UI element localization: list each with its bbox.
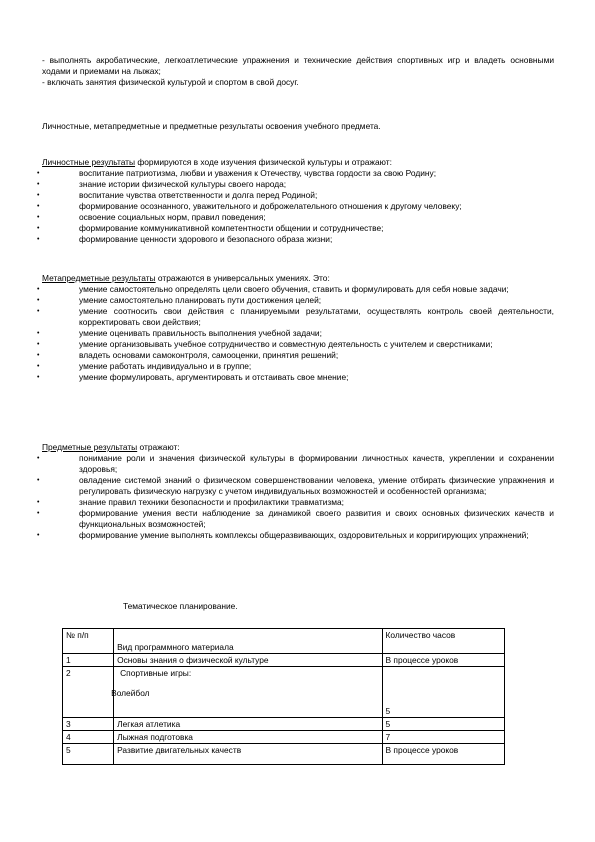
table-title: Тематическое планирование. bbox=[123, 601, 238, 611]
bullet-icon: • bbox=[37, 286, 40, 293]
list-item: • умение работать индивидуально и в группе; bbox=[37, 361, 252, 371]
bullet-icon: • bbox=[37, 510, 40, 517]
list-item: • владеть основами самоконтроля, самооценки, принятия решений; bbox=[37, 350, 339, 360]
personal-results-term: Личностные результаты bbox=[42, 157, 136, 167]
header-num: № п/п bbox=[63, 629, 114, 654]
header-hours: Количество часов bbox=[382, 629, 505, 654]
list-item: • умение самостоятельно планировать пути достижения целей; bbox=[37, 295, 322, 305]
row-num: 1 bbox=[63, 654, 114, 667]
section-title: Личностные, метапредметные и предметные результаты освоения учебного предмета. bbox=[42, 121, 381, 131]
table-row bbox=[63, 718, 505, 731]
row-hours: В процессе уроков bbox=[382, 744, 505, 765]
bullet-icon: • bbox=[37, 499, 40, 506]
bullet-icon: • bbox=[37, 192, 40, 199]
list-item: • формирование ценности здорового и безопасного образа жизни; bbox=[37, 234, 333, 244]
meta-results-list bbox=[37, 284, 554, 383]
bullet-icon: • bbox=[37, 352, 40, 359]
subject-results-list bbox=[37, 453, 554, 541]
row-type-main: Спортивные игры: bbox=[120, 668, 192, 678]
row-hours: В процессе уроков bbox=[382, 654, 505, 667]
row-hours: 5 bbox=[382, 718, 505, 731]
subject-results-term: Предметные результаты bbox=[42, 442, 138, 452]
row-num: 3 bbox=[63, 718, 114, 731]
bullet-icon: • bbox=[37, 341, 40, 348]
personal-results-list bbox=[37, 168, 554, 245]
bullet-icon: • bbox=[37, 297, 40, 304]
list-item: • формирование умение выполнять комплексы общеразвивающих, оздоровительных и корригирующих упражнений; bbox=[37, 530, 529, 540]
list-item: • умение оценивать правильность выполнения учебной задачи; bbox=[37, 328, 322, 338]
row-type-sub: Волейбол bbox=[111, 688, 150, 698]
row-type: Основы знания о физической культуре bbox=[114, 654, 382, 667]
bullet-icon: • bbox=[37, 308, 40, 315]
list-item: • освоение социальных норм, правил поведения; bbox=[37, 212, 266, 222]
table-row bbox=[63, 744, 505, 765]
list-item: • формирование умения вести наблюдение за динамикой своего развития и своих основных физических качеств и функциональных возможностей; bbox=[37, 508, 554, 529]
bullet-icon: • bbox=[37, 477, 40, 484]
list-item: • овладение системой знаний о физическом совершенствовании человека, умение отбирать физические упражнения и регулировать физическую нагрузку с учетом индивидуальных возможностей и особенностей организма; bbox=[37, 475, 554, 496]
list-item: • понимание роли и значения физической культуры в формировании личностных качеств, укреплении и сохранении здоровья; bbox=[37, 453, 554, 474]
bullet-icon: • bbox=[37, 225, 40, 232]
bullet-icon: • bbox=[37, 455, 40, 462]
row-type: Лыжная подготовка bbox=[114, 731, 382, 744]
table-row bbox=[63, 667, 505, 718]
intro-line-1: - выполнять акробатические, легкоатлетические упражнения и технические действия спортивных игр и владеть основными ходами и приемами на лыжах; bbox=[42, 55, 554, 76]
subject-results-intro bbox=[42, 442, 554, 453]
list-item: • воспитание патриотизма, любви и уважения к Отечеству, чувства гордости за свою Родину; bbox=[37, 168, 437, 178]
row-num: 5 bbox=[63, 744, 114, 765]
personal-results-rest: формируются в ходе изучения физической культуры и отражают: bbox=[135, 157, 392, 167]
row-type bbox=[111, 667, 382, 718]
row-type: Легкая атлетика bbox=[114, 718, 382, 731]
list-item: • знание истории физической культуры своего народа; bbox=[37, 179, 287, 189]
bullet-icon: • bbox=[37, 374, 40, 381]
list-item: • умение самостоятельно определять цели своего обучения, ставить и формулировать для себя новые задачи; bbox=[37, 284, 509, 294]
personal-results-intro bbox=[42, 157, 554, 168]
bullet-icon: • bbox=[37, 236, 40, 243]
bullet-icon: • bbox=[37, 170, 40, 177]
bullet-icon: • bbox=[37, 181, 40, 188]
bullet-icon: • bbox=[37, 330, 40, 337]
bullet-icon: • bbox=[37, 532, 40, 539]
list-item: • формирование коммуникативной компетентности общении и сотрудничестве; bbox=[37, 223, 384, 233]
row-num: 2 bbox=[63, 667, 114, 718]
bullet-icon: • bbox=[37, 363, 40, 370]
row-hours: 7 bbox=[382, 731, 505, 744]
planning-table bbox=[62, 628, 505, 765]
meta-results-intro bbox=[42, 273, 554, 284]
table-row bbox=[63, 654, 505, 667]
list-item: • умение организовывать учебное сотрудничество и совместную деятельность с учителем и сверстниками; bbox=[37, 339, 493, 349]
table-row bbox=[63, 731, 505, 744]
table-header-row bbox=[63, 629, 505, 654]
list-item: • формирование осознанного, уважительного и доброжелательного отношения к другому человеку; bbox=[37, 201, 462, 211]
list-item: • умение формулировать, аргументировать и отстаивать свое мнение; bbox=[37, 372, 349, 382]
list-item: • воспитание чувства ответственности и долга перед Родиной; bbox=[37, 190, 318, 200]
meta-results-rest: отражаются в универсальных умениях. Это: bbox=[155, 273, 330, 283]
list-item: • умение соотносить свои действия с планируемыми результатами, осуществлять контроль своей деятельности, корректировать свои действия; bbox=[37, 306, 554, 327]
row-hours: 5 bbox=[382, 667, 505, 718]
row-type: Развитие двигательных качеств bbox=[114, 744, 382, 765]
list-item: • знание правил техники безопасности и профилактики травматизма; bbox=[37, 497, 344, 507]
subject-results-rest: отражают: bbox=[137, 442, 180, 452]
intro-line-2: - включать занятия физической культурой и спортом в свой досуг. bbox=[42, 77, 299, 87]
header-type: Вид программного материала bbox=[114, 629, 382, 654]
bullet-icon: • bbox=[37, 203, 40, 210]
row-num: 4 bbox=[63, 731, 114, 744]
bullet-icon: • bbox=[37, 214, 40, 221]
meta-results-term: Метапредметные результаты bbox=[42, 273, 156, 283]
